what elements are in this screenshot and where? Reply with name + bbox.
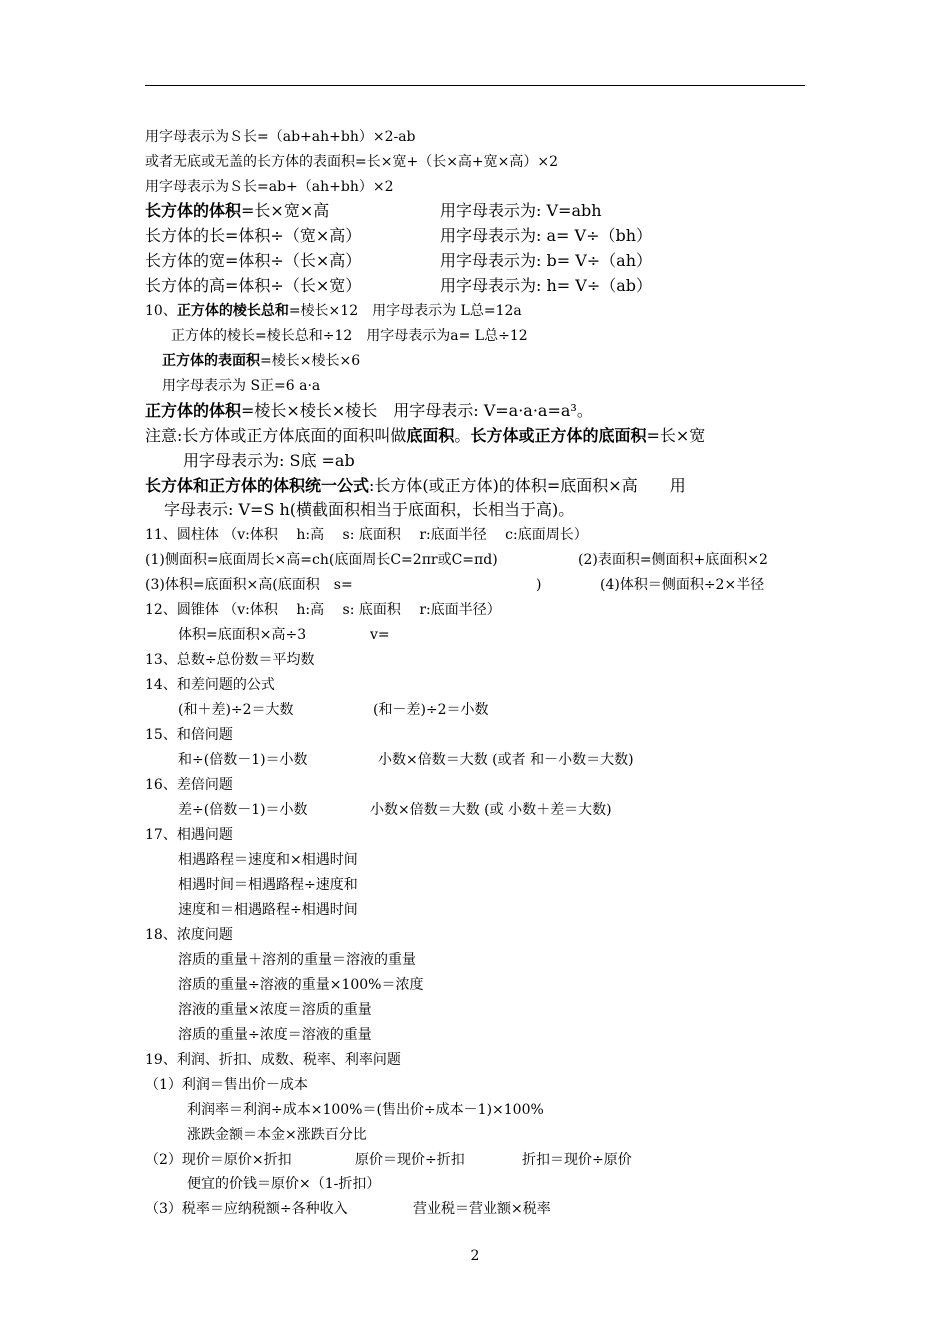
text-line: (4)体积＝侧面积÷2×半径 [600, 577, 765, 593]
text-line: 用字母表示为Ｓ长=ab+（ah+bh）×2 [145, 179, 394, 195]
section-line: 16、差倍问题 [145, 777, 233, 793]
text-line: 用字母表示为 S正=6 a·a [162, 378, 321, 394]
note-text: =长×宽 [646, 426, 706, 445]
formula-line [162, 351, 360, 371]
formula-line: 长方体的宽=体积÷（长×高） [145, 251, 362, 270]
section-line [145, 301, 522, 321]
section-line: 12、圆锥体 （v:体积 h:高 s: 底面积 r:底面半径） [145, 602, 501, 618]
text-line: 折扣＝现价÷原价 [522, 1152, 632, 1168]
text-line: 用字母表示为Ｓ长=（ab+ah+bh）×2-ab [145, 129, 416, 145]
text-line: 溶质的重量÷溶液的重量×100%＝浓度 [178, 977, 424, 993]
text-line: 利润率＝利润÷成本×100%＝(售出价÷成本－1)×100% [187, 1102, 544, 1118]
text-line: (和－差)÷2＝小数 [373, 702, 489, 718]
text-line: 字母表示: V=S h(横截面积相当于底面积，长相当于高)。 [164, 500, 575, 519]
section-line: 19、利润、折扣、成数、税率、利率问题 [145, 1052, 401, 1068]
bold-term: 正方体的体积 [145, 401, 242, 420]
formula-letter: 用字母表示为: a= V÷（bh） [440, 226, 653, 245]
text-line: 正方体的棱长=棱长总和÷12 用字母表示为a= L总÷12 [171, 328, 528, 344]
text-line: 小数×倍数＝大数 (或 小数＋差＝大数) [370, 802, 612, 818]
bold-term: 正方体的棱长总和 [176, 303, 289, 319]
text-line: 营业税＝营业额×税率 [413, 1201, 551, 1217]
text-line: (1)侧面积=底面周长×高=ch(底面周长C=2πr或C=πd) [145, 552, 498, 568]
formula-letter: 用字母表示为: h= V÷（ab） [440, 276, 653, 295]
formula-line: 长方体的长=体积÷（宽×高） [145, 226, 362, 245]
note-line [145, 426, 705, 446]
formula-text: =棱长×棱长×棱长 用字母表示: V=a·a·a=a³。 [241, 401, 593, 420]
header-rule [145, 85, 805, 86]
formula-letter: 用字母表示为: b= V÷（ah） [440, 251, 653, 270]
bold-term: 长方体或正方体的底面积 [470, 426, 647, 445]
section-line: 17、相遇问题 [145, 827, 233, 843]
bold-term: 底面积 [406, 426, 455, 445]
text-line: 或者无底或无盖的长方体的表面积=长×宽+（长×高+宽×高）×2 [145, 154, 559, 170]
bold-term: 长方体的体积 [145, 201, 242, 220]
text-line: 差÷(倍数－1)＝小数 [178, 802, 308, 818]
section-line: 11、圆柱体 （v:体积 h:高 s: 底面积 r:底面半径 c:底面周长） [145, 527, 588, 543]
text-line: 溶质的重量÷浓度＝溶液的重量 [178, 1027, 372, 1043]
text-line: （2）现价＝原价×折扣 [145, 1152, 292, 1168]
note-text: 注意:长方体或正方体底面的面积叫做 [145, 426, 407, 445]
text-line: 相遇路程＝速度和×相遇时间 [178, 852, 358, 868]
note-text: 。 [454, 426, 471, 445]
formula-text: =棱长×棱长×6 [260, 353, 361, 369]
formula-text: =长×宽×高 [241, 201, 330, 220]
text-line: 用字母表示为: S底 =ab [183, 451, 355, 470]
formula-letter: 用字母表示为: V=abh [440, 201, 602, 220]
formula-line [145, 201, 329, 221]
text-line: 体积=底面积×高÷3 [178, 627, 307, 643]
text-line: (和＋差)÷2＝大数 [178, 702, 294, 718]
formula-line: 长方体的高=体积÷（长×宽） [145, 276, 362, 295]
text-line: (3)体积=底面积×高(底面积 s= [145, 577, 353, 593]
text-line: ) [536, 577, 542, 593]
section-line: 18、浓度问题 [145, 927, 233, 943]
text-line: 速度和＝相遇路程÷相遇时间 [178, 902, 358, 918]
text-line: v= [370, 627, 390, 643]
text-line: 相遇时间＝相遇路程÷速度和 [178, 877, 358, 893]
bold-term: 长方体和正方体的体积统一公式 [145, 476, 370, 495]
section-number: 10、 [145, 303, 177, 319]
text-line: 涨跌金额＝本金×涨跌百分比 [187, 1127, 367, 1143]
section-line: 14、和差问题的公式 [145, 677, 275, 693]
bold-term: 正方体的表面积 [162, 353, 260, 369]
text-line: 小数×倍数＝大数 (或者 和－小数＝大数) [378, 752, 634, 768]
text-line: 溶液的重量×浓度＝溶质的重量 [178, 1002, 372, 1018]
text-line: 原价＝现价÷折扣 [355, 1152, 465, 1168]
text-line: 便宜的价钱＝原价×（1-折扣） [187, 1176, 381, 1192]
text-line: （3）税率＝应纳税额÷各种收入 [145, 1201, 348, 1217]
formula-text: :长方体(或正方体)的体积=底面积×高 用 [369, 476, 686, 495]
section-line: 13、总数÷总份数＝平均数 [145, 652, 315, 668]
text-line: 和÷(倍数－1)＝小数 [178, 752, 308, 768]
text-line: （1）利润＝售出价－成本 [145, 1077, 308, 1093]
page-number: 2 [470, 1248, 480, 1264]
formula-text: =棱长×12 用字母表示为 L总=12a [288, 303, 522, 319]
text-line: (2)表面积=侧面积+底面积×2 [578, 552, 768, 568]
text-line: 溶质的重量＋溶剂的重量＝溶液的重量 [178, 952, 416, 968]
section-line: 15、和倍问题 [145, 727, 233, 743]
formula-line [145, 401, 593, 421]
formula-line [145, 476, 686, 496]
